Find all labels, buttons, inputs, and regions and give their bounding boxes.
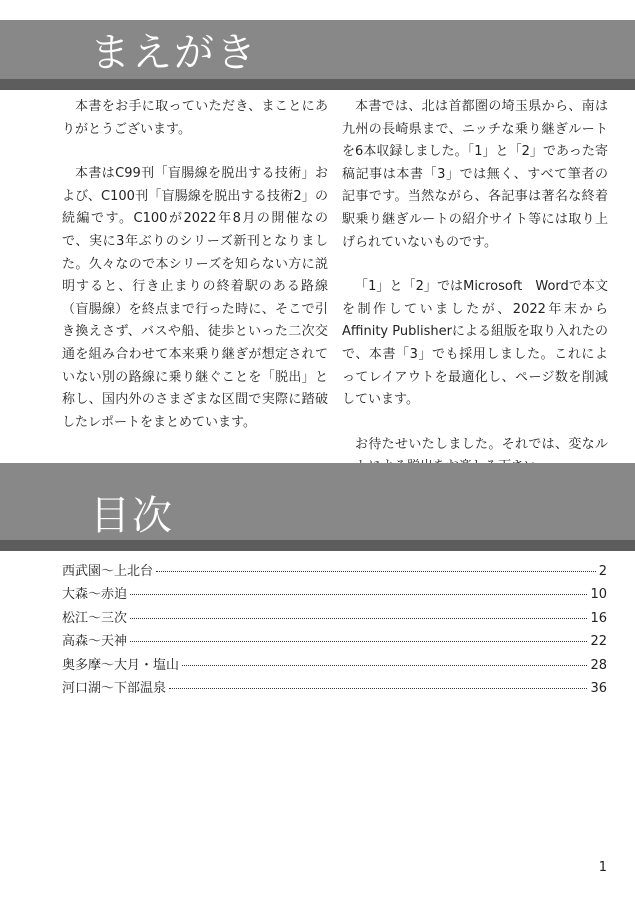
foreword-right-column: [342, 96, 608, 501]
toc-entry-title: 高森～天神: [62, 634, 128, 650]
toc-entry-title: 西武園～上北台: [62, 564, 154, 579]
foreword-paragraph: 「1」と「2」ではMicrosoft Wordで本文を制作していましたが、2022年末からAffinity Publisherによる組版を取り入れたので、本書「3」でも採用しました。これによってレイアウトを最適化し、ページ数を削減しています。: [342, 279, 608, 408]
foreword-left-column: [62, 96, 328, 456]
table-of-contents: [62, 560, 607, 700]
toc-entry[interactable]: [62, 654, 607, 677]
toc-leader-dots: [169, 688, 587, 689]
foreword-heading: まえがき: [90, 30, 258, 76]
foreword-paragraph: 本書はC99刊「盲腸線を脱出する技術」および、C100刊「盲腸線を脱出する技術2」の続編です。C100が2022年8月の開催なので、実に3年ぶりのシリーズ新刊となりました。久々なので本シリーズを知らない方に説明すると、行き止まりの終着駅のある路線（盲腸線）を終点まで行った時に、そこで引き換えさず、バスや船、徒歩といった二次交通を組み合わせて本来乗り継ぎが想定されていない別の路線に乗り継ぐことを「脱出」と称し、国内外のさまざまな区間で実際に踏破したレポートをまとめています。: [62, 166, 328, 430]
toc-leader-dots: [156, 571, 596, 572]
header-band-shadow: [0, 79, 635, 90]
toc-entry-page: 16: [590, 610, 607, 626]
toc-leader-dots: [130, 618, 587, 619]
foreword-header-band: [0, 20, 635, 90]
foreword-paragraph: 本書では、北は首都圏の埼玉県から、南は九州の長崎県まで、ニッチな乗り継ぎルートを6本収録しました。「1」と「2」であった寄稿記事は本書「3」では無く、すべて筆者の記事です。当然ながら、各記事は著名な終着駅乗り継ぎルートの紹介サイト等には取り上げられていないものです。: [342, 99, 608, 250]
toc-entry-title: 河口湖～下部温泉: [62, 680, 167, 696]
toc-entry-title: 大森～赤迫: [62, 587, 128, 603]
toc-leader-dots: [130, 594, 587, 595]
toc-leader-dots: [182, 665, 587, 666]
toc-entry-page: 22: [590, 634, 607, 650]
toc-entry-page: 28: [590, 657, 607, 673]
page-number: 1: [598, 860, 607, 875]
toc-entry-page: 10: [590, 587, 607, 603]
toc-entry[interactable]: [62, 560, 607, 583]
header-band-shadow: [0, 540, 635, 551]
toc-entry-page: 36: [590, 680, 607, 696]
toc-entry[interactable]: [62, 677, 607, 700]
toc-entry[interactable]: [62, 607, 607, 630]
toc-leader-dots: [130, 641, 587, 642]
foreword-paragraph: 本書をお手に取っていただき、まことにありがとうございます。: [62, 99, 328, 137]
toc-entry-title: 奥多摩～大月・塩山: [62, 657, 180, 673]
toc-heading: 目次: [90, 493, 174, 539]
toc-entry-title: 松江～三次: [62, 610, 128, 626]
toc-header-band: [0, 463, 635, 551]
toc-entry[interactable]: [62, 630, 607, 653]
toc-entry-page: 2: [598, 564, 607, 579]
foreword-paragraph: お待たせいたしました。それでは、変なル: [355, 436, 608, 452]
toc-entry[interactable]: [62, 583, 607, 606]
